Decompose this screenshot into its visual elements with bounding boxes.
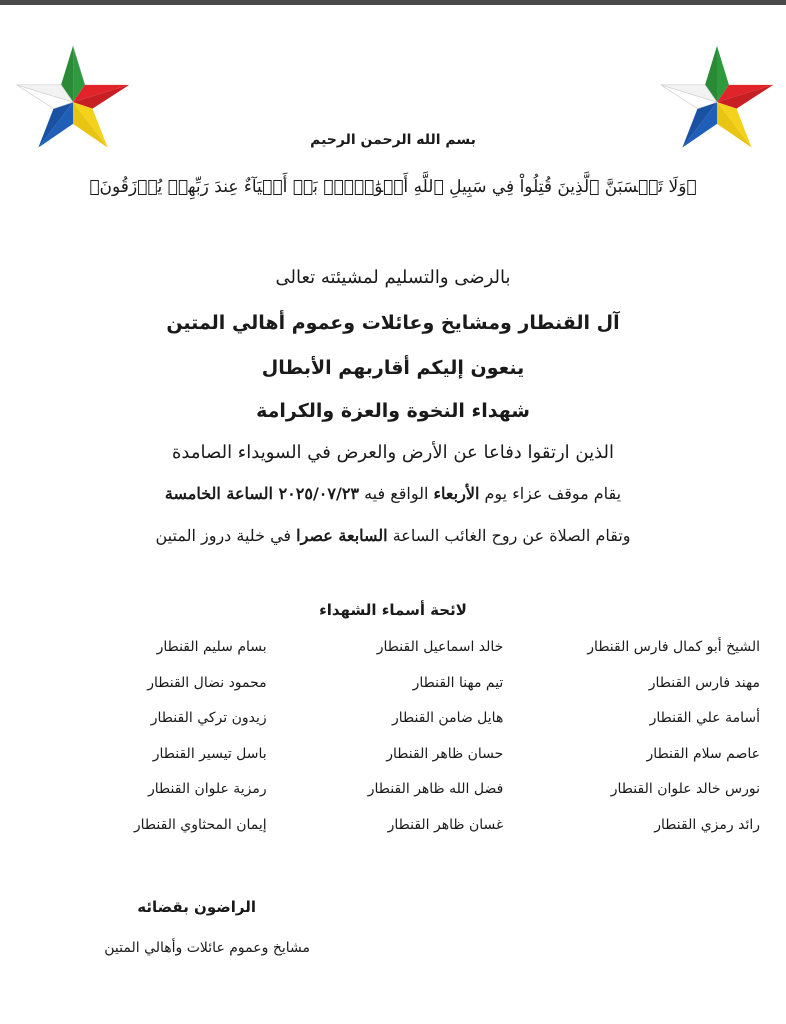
martyr-name: عاصم سلام القنطار (646, 745, 760, 762)
announcement-page (0, 5, 786, 1024)
martyr-name: محمود نضال القنطار (147, 674, 267, 691)
family-line: آل القنطار ومشايخ وعائلات وعموم أهالي المتين (166, 312, 620, 334)
martyr-name: الشيخ أبو كمال فارس القنطار (587, 639, 760, 655)
martyr-name: رمزية علوان القنطار (148, 781, 267, 797)
martyr-name: خالد اسماعيل القنطار (376, 639, 504, 655)
intro-line: بالرضى والتسليم لمشيئته تعالى (275, 267, 511, 288)
basmala: بسم الله الرحمن الرحيم (310, 132, 476, 148)
martyr-name: أسامة علي القنطار (649, 710, 760, 726)
martyr-name: رائد رمزي القنطار (654, 816, 760, 833)
martyr-name: حسان ظاهر القنطار (386, 745, 504, 762)
martyr-name: هايل ضامن القنطار (392, 710, 504, 726)
signers: مشايخ وعموم عائلات وأهالي المتين (104, 940, 310, 956)
martyr-name: غسان ظاهر القنطار (387, 816, 504, 833)
prayer-line (0, 526, 786, 545)
quran-verse: ﴿وَلَا تَحۡسَبَنَّ ٱلَّذِينَ قُتِلُواْ فِي سَبِيلِ ٱللَّهِ أَمۡوَٰتَۢاۚ بَلۡ أَحۡيَآءٌ عِندَ رَبِّهِمۡ يُرۡزَقُونَ﴾ (89, 177, 697, 197)
prayer-time: السابعة عصرا (296, 526, 388, 545)
martyr-name: باسل تيسير القنطار (152, 745, 267, 762)
martyr-name: فضل الله ظاهر القنطار (367, 781, 504, 797)
condolence-mid: الواقع فيه (359, 484, 434, 503)
prayer-pre: وتقام الصلاة عن روح الغائب الساعة (387, 526, 631, 545)
condolence-pre: يقام موقف عزاء يوم (479, 484, 622, 503)
martyrs-names-list (80, 639, 760, 849)
prayer-post: في خلية دروز المتين (155, 526, 297, 545)
condolence-line (0, 484, 786, 503)
condolence-date: ٢٠٢٥/٠٧/٢٣ الساعة الخامسة (164, 484, 360, 503)
sacrifice-line: الذين ارتقوا دفاعا عن الأرض والعرض في السويداء الصامدة (171, 442, 615, 463)
martyr-name: مهند فارس القنطار (648, 674, 760, 691)
condolence-day: الأربعاء (433, 484, 480, 503)
martyrs-title: شهداء النخوة والعزة والكرامة (256, 400, 530, 422)
martyr-name: تيم مهنا القنطار (412, 674, 504, 691)
signoff: الراضون بقضائه (137, 898, 256, 916)
martyrs-list-title: لائحة أسماء الشهداء (319, 601, 467, 619)
martyr-name: إيمان المحثاوي القنطار (133, 816, 267, 833)
martyr-name: زيدون تركي القنطار (150, 710, 267, 726)
martyr-name: بسام سليم القنطار (156, 639, 267, 655)
martyr-name: نورس خالد علوان القنطار (610, 781, 760, 797)
mourning-line: ينعون إليكم أقاربهم الأبطال (261, 357, 525, 379)
